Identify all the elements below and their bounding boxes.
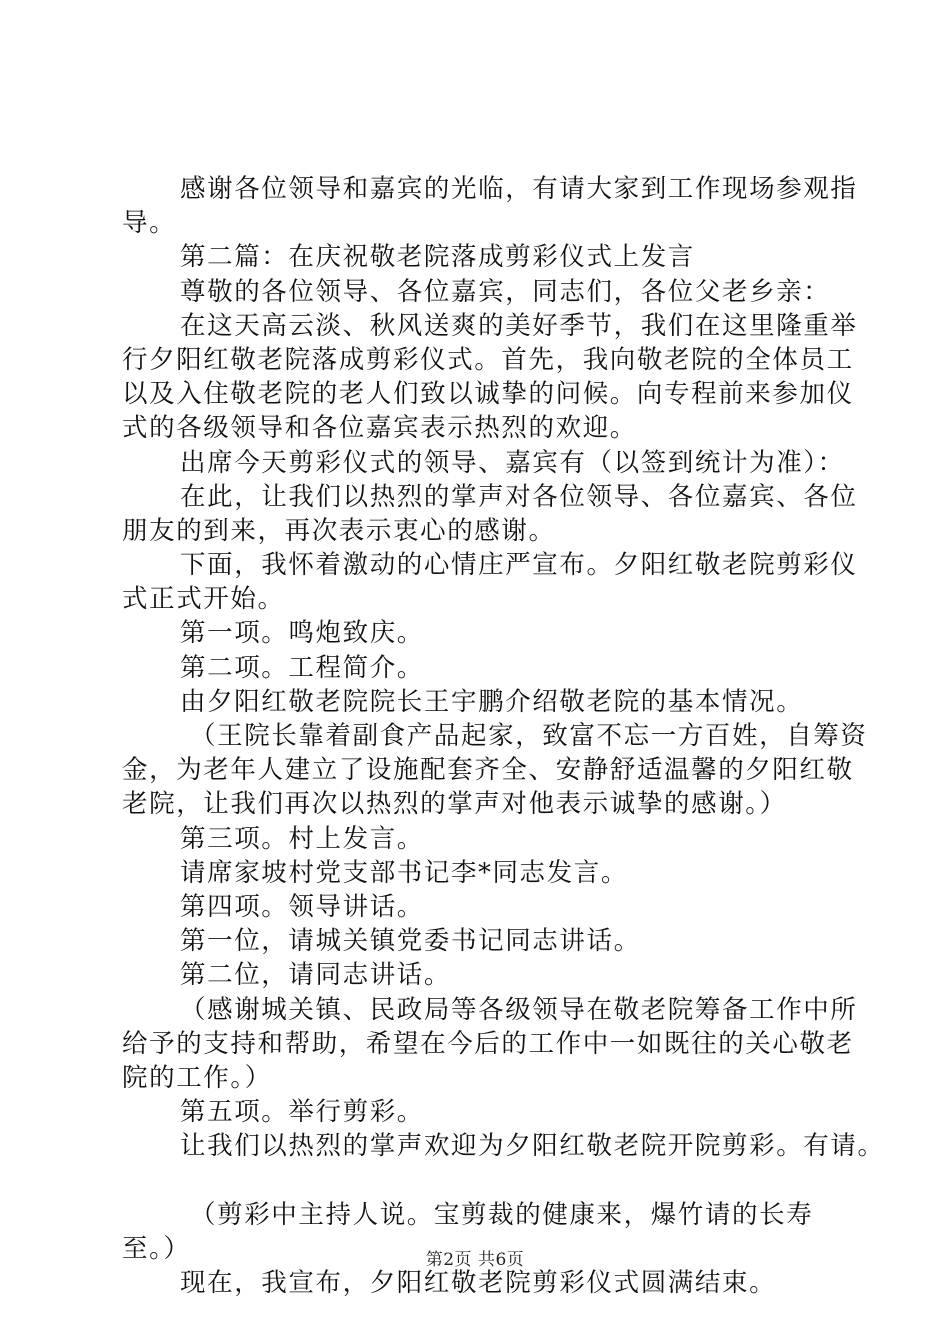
paragraph-line: 在这天高云淡、秋风送爽的美好季节，我们在这里隆重举	[180, 310, 858, 341]
document-body	[122, 172, 885, 1300]
paragraph-line: （感谢城关镇、民政局等各级领导在敬老院筹备工作中所	[180, 994, 858, 1025]
paragraph-line: 第一位，请城关镇党委书记同志讲话。	[180, 926, 641, 957]
paragraph-line: 行夕阳红敬老院落成剪彩仪式。首先，我向敬老院的全体员工	[122, 344, 854, 375]
paragraph-line: 下面，我怀着激动的心情庄严宣布。夕阳红敬老院剪彩仪	[180, 550, 858, 581]
paragraph-line: 至。）	[122, 1233, 191, 1264]
paragraph-line: 院的工作。）	[122, 1062, 272, 1093]
agenda-item: 第五项。举行剪彩。	[180, 1097, 424, 1128]
paragraph-line: 在此，让我们以热烈的掌声对各位领导、各位嘉宾、各位	[180, 481, 858, 512]
page-number-footer: 第2页 共6页	[425, 1250, 525, 1270]
paragraph-line: 给予的支持和帮助，希望在今后的工作中一如既往的关心敬老	[122, 1028, 854, 1059]
paragraph-line: 第二位，请同志讲话。	[180, 960, 452, 991]
paragraph-line: （剪彩中主持人说。宝剪裁的健康来，爆竹请的长寿	[190, 1199, 814, 1230]
salutation-line: 尊敬的各位领导、各位嘉宾，同志们，各位父老乡亲：	[180, 276, 831, 307]
paragraph-line: 请席家坡村党支部书记李*同志发言。	[180, 857, 628, 888]
paragraph-line: 式的各级领导和各位嘉宾表示热烈的欢迎。	[122, 413, 637, 444]
paragraph-line: 感谢各位领导和嘉宾的光临，有请大家到工作现场参观指	[180, 174, 858, 204]
agenda-item: 第三项。村上发言。	[180, 823, 424, 854]
agenda-item: 第一项。鸣炮致庆。	[180, 618, 424, 649]
paragraph-line: 老院，让我们再次以热烈的掌声对他表示诚挚的感谢。）	[122, 789, 787, 820]
paragraph-line: 让我们以热烈的掌声欢迎为夕阳红敬老院开院剪彩。有请。	[180, 1131, 885, 1162]
blank-line	[122, 1163, 852, 1197]
closing-line: 现在，我宣布，夕阳红敬老院剪彩仪式圆满结束。	[180, 1268, 777, 1298]
agenda-item: 第二项。工程简介。	[180, 652, 424, 683]
agenda-item: 第四项。领导讲话。	[180, 891, 424, 922]
paragraph-line: 朋友的到来，再次表示衷心的感谢。	[122, 515, 556, 546]
section-heading: 第二篇：在庆祝敬老院落成剪彩仪式上发言	[180, 242, 695, 273]
paragraph-line: 导。	[122, 208, 177, 239]
paragraph-line: 式正式开始。	[122, 584, 285, 615]
paragraph-line: 出席今天剪彩仪式的领导、嘉宾有（以签到统计为准）：	[180, 447, 845, 478]
paragraph-line: 金，为老年人建立了设施配套齐全、安静舒适温馨的夕阳红敬	[122, 755, 854, 786]
paragraph-line: 以及入住敬老院的老人们致以诚挚的问候。向专程前来参加仪	[122, 379, 854, 410]
paragraph-line: 由夕阳红敬老院院长王宇鹏介绍敬老院的基本情况。	[180, 686, 804, 717]
paragraph-line: （王院长靠着副食产品起家，致富不忘一方百姓，自筹资	[190, 721, 868, 751]
